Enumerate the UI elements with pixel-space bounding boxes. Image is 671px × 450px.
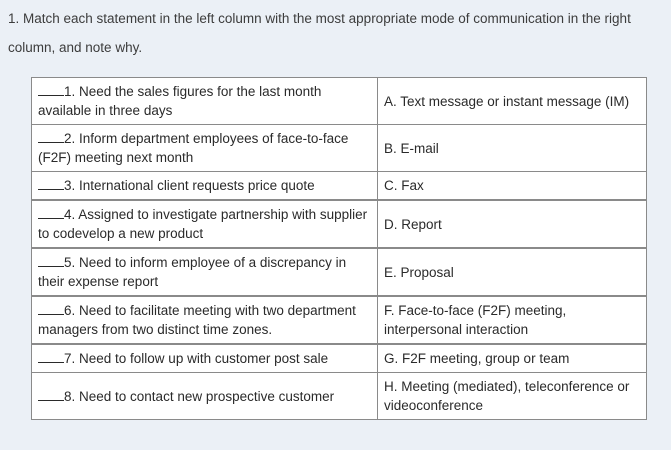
mode-cell — [378, 373, 647, 420]
statement-cell — [32, 373, 378, 420]
mode-text: A. Text message or instant message (IM) — [384, 93, 630, 109]
mode-cell — [378, 172, 647, 201]
statement-text: 1. Need the sales figures for the last month available in three days — [38, 84, 322, 118]
mode-cell — [378, 125, 647, 172]
statement-text: 2. Inform department employees of face-to-face (F2F) meeting next month — [38, 131, 349, 165]
mode-cell — [378, 200, 647, 248]
mode-cell — [378, 78, 647, 125]
mode-text: B. E-mail — [384, 140, 439, 156]
statement-text: 4. Assigned to investigate partnership with supplier to codevelop a new product — [38, 207, 368, 241]
table-row — [32, 200, 647, 248]
answer-blank[interactable] — [38, 351, 64, 363]
statement-cell — [32, 296, 378, 344]
mode-text: H. Meeting (mediated), teleconference or videoconference — [384, 379, 630, 413]
table-row — [32, 344, 647, 373]
mode-text: F. Face-to-face (F2F) meeting, interpersonal interaction — [384, 303, 567, 337]
mode-cell — [378, 296, 647, 344]
answer-blank[interactable] — [38, 389, 64, 401]
statement-cell — [32, 125, 378, 172]
matching-table — [31, 77, 647, 420]
table-row — [32, 248, 647, 296]
answer-blank[interactable] — [38, 255, 64, 267]
statement-cell — [32, 248, 378, 296]
statement-cell — [32, 344, 378, 373]
mode-text: D. Report — [384, 216, 442, 232]
table-row — [32, 296, 647, 344]
table-row — [32, 373, 647, 420]
statement-text: 6. Need to facilitate meeting with two department managers from two distinct time zones. — [38, 303, 356, 337]
mode-text: C. Fax — [384, 178, 424, 193]
statement-text: 8. Need to contact new prospective customer — [64, 388, 335, 404]
answer-blank[interactable] — [38, 303, 64, 315]
mode-text: G. F2F meeting, group or team — [384, 351, 570, 366]
statement-text: 3. International client requests price quote — [64, 178, 315, 193]
table-row — [32, 78, 647, 125]
mode-text: E. Proposal — [384, 264, 454, 280]
table-row — [32, 125, 647, 172]
table-row — [32, 172, 647, 201]
statement-text: 5. Need to inform employee of a discrepancy in their expense report — [38, 255, 347, 289]
answer-blank[interactable] — [38, 207, 64, 219]
instructions-text: 1. Match each statement in the left column with the most appropriate mode of communication in the right column, and note why. — [8, 11, 631, 55]
answer-blank[interactable] — [38, 178, 64, 190]
statement-text: 7. Need to follow up with customer post sale — [64, 351, 329, 366]
mode-cell — [378, 344, 647, 373]
answer-blank[interactable] — [38, 84, 64, 96]
statement-cell — [32, 200, 378, 248]
statement-cell — [32, 172, 378, 201]
statement-cell — [32, 78, 378, 125]
answer-blank[interactable] — [38, 131, 64, 143]
mode-cell — [378, 248, 647, 296]
